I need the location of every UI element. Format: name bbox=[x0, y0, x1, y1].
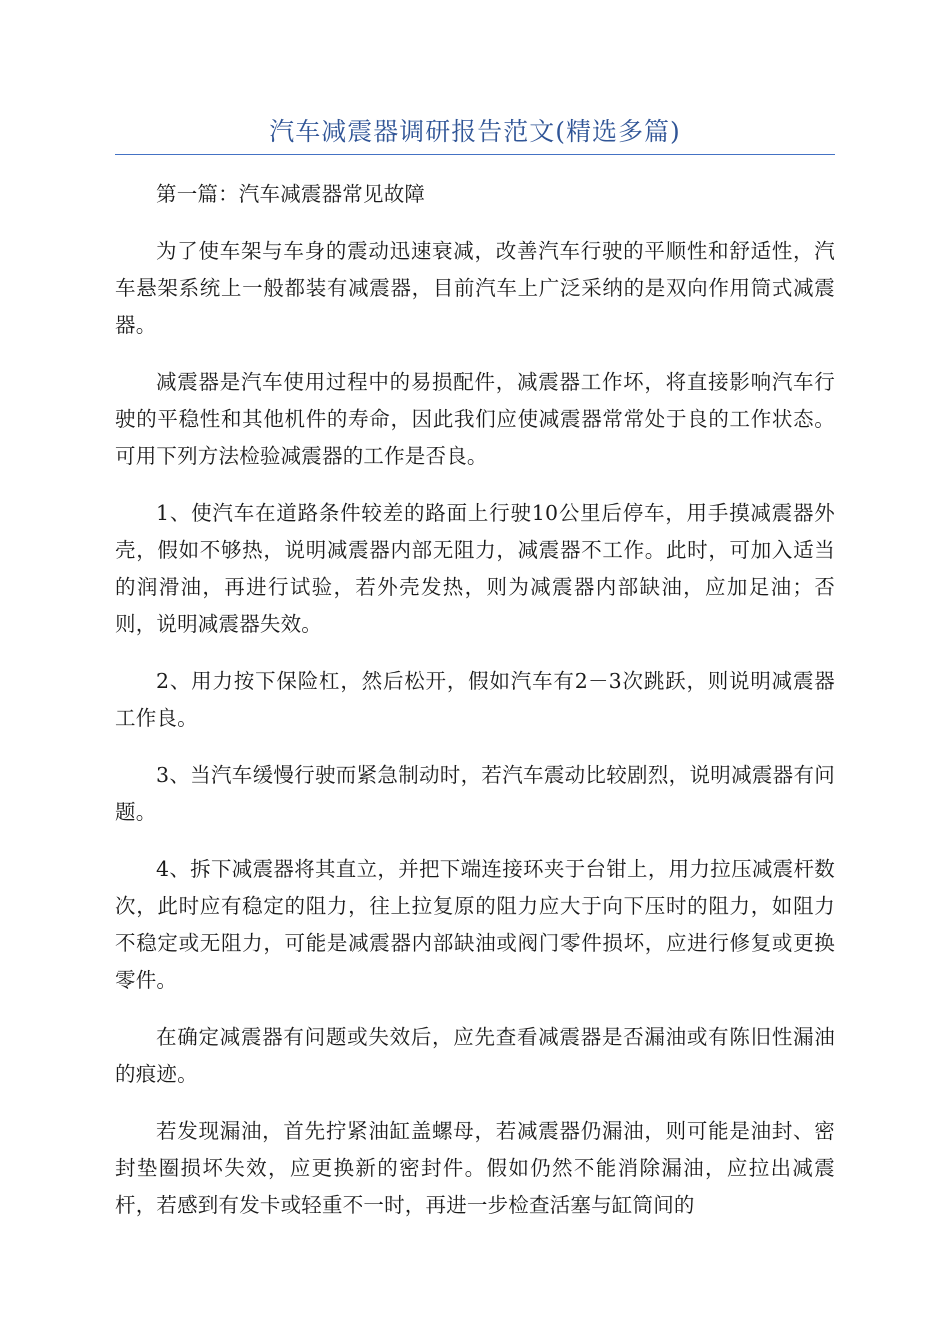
document-title: 汽车减震器调研报告范文(精选多篇) bbox=[269, 117, 681, 146]
paragraph: 减震器是汽车使用过程中的易损配件，减震器工作坏，将直接影响汽车行驶的平稳性和其他机件的寿命，因此我们应使减震器常常处于良的工作状态。可用下列方法检验减震器的工作是否良。 bbox=[115, 370, 835, 468]
paragraph: 4、拆下减震器将其直立，并把下端连接环夹于台钳上，用力拉压减震杆数次，此时应有稳定的阻力，往上拉复原的阻力应大于向下压时的阻力，如阻力不稳定或无阻力，可能是减震器内部缺油或阀门零件损坏，应进行修复或更换零件。 bbox=[115, 857, 835, 992]
paragraph: 1、使汽车在道路条件较差的路面上行驶10公里后停车，用手摸减震器外壳，假如不够热，说明减震器内部无阻力，减震器不工作。此时，可加入适当的润滑油，再进行试验，若外壳发热，则为减震器内部缺油，应加足油；否则，说明减震器失效。 bbox=[115, 501, 835, 636]
document-body bbox=[115, 176, 835, 1244]
paragraph: 若发现漏油，首先拧紧油缸盖螺母，若减震器仍漏油，则可能是油封、密封垫圈损坏失效，应更换新的密封件。假如仍然不能消除漏油，应拉出减震杆，若感到有发卡或轻重不一时，再进一步检查活塞与缸筒间的 bbox=[115, 1119, 835, 1217]
paragraph: 在确定减震器有问题或失效后，应先查看减震器是否漏油或有陈旧性漏油的痕迹。 bbox=[115, 1025, 835, 1086]
paragraph: 为了使车架与车身的震动迅速衰减，改善汽车行驶的平顺性和舒适性，汽车悬架系统上一般都装有减震器，目前汽车上广泛采纳的是双向作用筒式减震器。 bbox=[115, 239, 835, 337]
section-heading: 第一篇：汽车减震器常见故障 bbox=[156, 182, 426, 206]
paragraph: 3、当汽车缓慢行驶而紧急制动时，若汽车震动比较剧烈，说明减震器有问题。 bbox=[115, 763, 835, 824]
title-underline bbox=[115, 154, 835, 155]
paragraph: 2、用力按下保险杠，然后松开，假如汽车有2－3次跳跃，则说明减震器工作良。 bbox=[115, 669, 835, 730]
